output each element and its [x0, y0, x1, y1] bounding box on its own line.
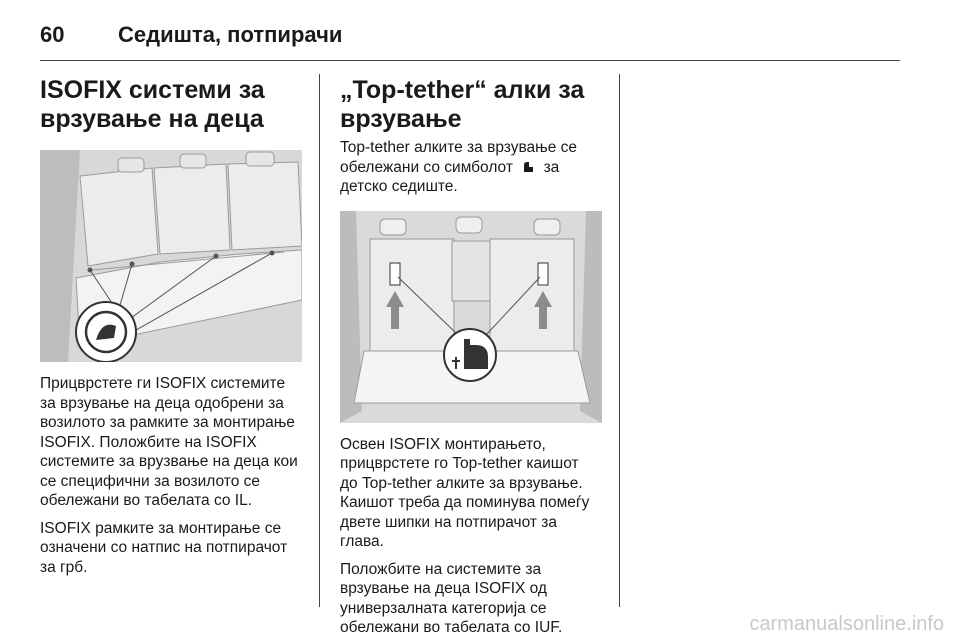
text-line: се специфични за возилото се: [40, 472, 261, 490]
column-divider-left: [319, 74, 320, 607]
text-line: прицврстете го Top-tether каишот: [340, 455, 579, 472]
text-line: обележани во табелата со IUF.: [340, 619, 563, 636]
top-tether-heading: [340, 76, 608, 134]
text-line: Каишот треба да поминува помеѓу: [340, 494, 590, 511]
left-column: [40, 76, 308, 577]
text-line: до Top-tether алките за врзување.: [340, 474, 583, 492]
page-number: 60: [40, 22, 65, 47]
text-line: глава.: [340, 533, 384, 550]
cargo-area-drawing: [340, 211, 602, 423]
text-line: обележани во табелата со IL.: [40, 492, 253, 509]
text-line: означени со натпис на потпирачот: [40, 539, 288, 556]
top-tether-heading-line2: врзување: [340, 105, 462, 133]
text-line: Освен ISOFIX монтирањето,: [340, 435, 546, 453]
text-line: системите за врузвање на деца кои: [40, 453, 298, 470]
text-line: Top-tether алките за врзување се: [340, 139, 578, 156]
text-line: Прицврстете ги ISOFIX системите: [40, 375, 286, 392]
isofix-paragraph-2: [40, 519, 308, 578]
text-line: врзување на деца ISOFIX од: [340, 580, 547, 597]
column-divider-right: [619, 74, 620, 607]
text-line: ISOFIX рамките за монтирање се: [40, 519, 282, 537]
rear-seats-drawing: [40, 150, 302, 362]
isofix-heading-line1: ISOFIX системи за: [40, 76, 265, 104]
isofix-paragraph-1: [40, 374, 308, 511]
text-line: Положбите на системите за: [340, 560, 542, 578]
text-line: за грб.: [40, 558, 88, 576]
text-fragment: обележани со симболот: [340, 158, 513, 176]
text-line: [340, 158, 608, 178]
text-line: универзалната категорија се: [340, 599, 547, 617]
tether-anchor-symbol-icon: [521, 160, 535, 174]
text-line: двете шипки на потпирачот за: [340, 513, 557, 531]
top-tether-paragraph-2: [340, 560, 608, 638]
top-tether-illustration: [340, 211, 602, 423]
isofix-seat-illustration: [40, 150, 302, 362]
watermark: carmanualsonline.info: [749, 613, 944, 635]
top-tether-intro: [340, 138, 608, 197]
chapter-title: Седишта, потпирачи: [118, 22, 343, 47]
top-tether-heading-line1: „Top-tether“ алки за: [340, 76, 585, 104]
isofix-heading-line2: врзување на деца: [40, 105, 264, 133]
middle-column: [340, 76, 608, 638]
text-line: детско седиште.: [340, 178, 458, 195]
top-tether-paragraph-1: [340, 435, 608, 552]
header-divider: [40, 60, 900, 61]
isofix-heading: [40, 76, 308, 134]
page-header: [40, 14, 900, 58]
text-line: ISOFIX. Положбите на ISOFIX: [40, 433, 257, 451]
text-line: возилото за рамките за монтирање: [40, 414, 295, 431]
text-fragment: за: [543, 158, 560, 176]
text-line: за врзување на деца одобрени за: [40, 394, 284, 412]
